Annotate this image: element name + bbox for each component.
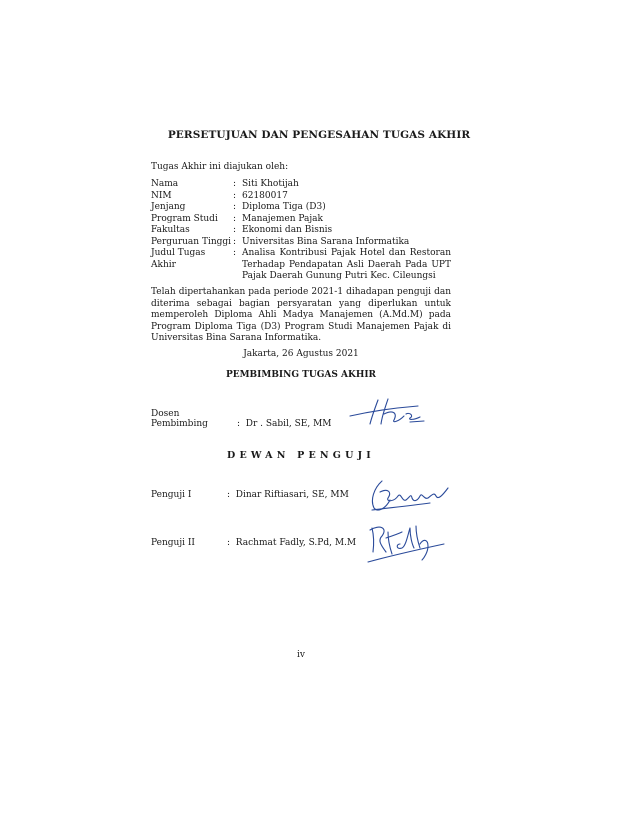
examiner-1-signature bbox=[368, 478, 452, 514]
examiner-2-signature bbox=[366, 522, 448, 566]
supervisor-row: Dosen Pembimbing : Dr . Sabil, SE, MM bbox=[151, 409, 332, 429]
supervisor-label: Dosen Pembimbing bbox=[151, 409, 208, 429]
info-row-program-studi: Program Studi : Manajemen Pajak bbox=[151, 214, 451, 226]
supervisor-name: Dr . Sabil, SE, MM bbox=[245, 419, 332, 429]
info-value: 62180017 bbox=[242, 190, 288, 201]
info-label: NIM bbox=[151, 190, 172, 201]
examiner-row-1: Penguji I : Dinar Riftiasari, SE, MM bbox=[151, 490, 349, 500]
info-value: Diploma Tiga (D3) bbox=[242, 202, 326, 212]
info-label: Fakultas bbox=[151, 225, 190, 235]
supervisor-signature bbox=[348, 396, 438, 428]
info-label: Program Studi bbox=[151, 213, 218, 224]
board-heading: DEWAN PENGUJI bbox=[227, 450, 375, 461]
info-label: Perguruan Tinggi bbox=[151, 236, 232, 247]
place-date: Jakarta, 26 Agustus 2021 bbox=[243, 349, 359, 359]
examiner-label: Penguji II bbox=[151, 538, 195, 548]
info-label: Nama bbox=[151, 179, 179, 189]
info-row-perguruan-tinggi: Perguruan Tinggi : Universitas Bina Sarana Informatika bbox=[151, 237, 451, 249]
info-value: Manajemen Pajak bbox=[242, 213, 324, 224]
info-row-fakultas: Fakultas : Ekonomi dan Bisnis bbox=[151, 225, 451, 237]
examiner-row-2: Penguji II : Rachmat Fadly, S.Pd, M.M bbox=[151, 538, 357, 548]
info-label: Judul Tugas Akhir bbox=[151, 248, 206, 270]
info-row-jenjang: Jenjang : Diploma Tiga (D3) bbox=[151, 202, 451, 214]
intro-text: Tugas Akhir ini diajukan oleh: bbox=[151, 162, 289, 172]
examiner-name: Dinar Riftiasari, SE, MM bbox=[235, 490, 349, 500]
page-title: PERSETUJUAN DAN PENGESAHAN TUGAS AKHIR bbox=[167, 129, 471, 141]
info-value: Analisa Kontribusi Pajak Hotel dan Restoran Terhadap Pendapatan Asli Daerah Pada UPT Pajak Daerah Gunung Putri Kec. Cileungsi bbox=[242, 248, 451, 281]
info-value: Ekonomi dan Bisnis bbox=[242, 225, 333, 235]
supervisor-heading: PEMBIMBING TUGAS AKHIR bbox=[225, 370, 377, 380]
page-number: iv bbox=[297, 650, 305, 660]
info-row-judul: Judul Tugas Akhir : Analisa Kontribusi Pajak Hotel dan Restoran Terhadap Pendapatan Asli Daerah Pada UPT Pajak Daerah Gunung Putri Kec. Cileungsi bbox=[151, 248, 451, 281]
info-row-name: Nama : Siti Khotijah bbox=[151, 179, 451, 191]
student-info bbox=[151, 179, 451, 283]
info-value: Universitas Bina Sarana Informatika bbox=[242, 236, 410, 247]
examiner-name: Rachmat Fadly, S.Pd, M.M bbox=[235, 538, 357, 548]
info-value: Siti Khotijah bbox=[242, 179, 299, 189]
approval-paragraph: Telah dipertahankan pada periode 2021-1 dihadapan penguji dan diterima sebagai bagian persyaratan yang diperlukan untuk memperoleh Diploma Ahli Madya Manajemen (A.Md.M) pada Program Diploma Tiga (D3) Program Studi Manajemen Pajak di Universitas Bina Sarana Informatika. bbox=[151, 287, 451, 343]
info-row-nim: NIM : 62180017 bbox=[151, 191, 451, 203]
examiner-label: Penguji I bbox=[151, 490, 192, 500]
info-label: Jenjang bbox=[151, 202, 186, 212]
